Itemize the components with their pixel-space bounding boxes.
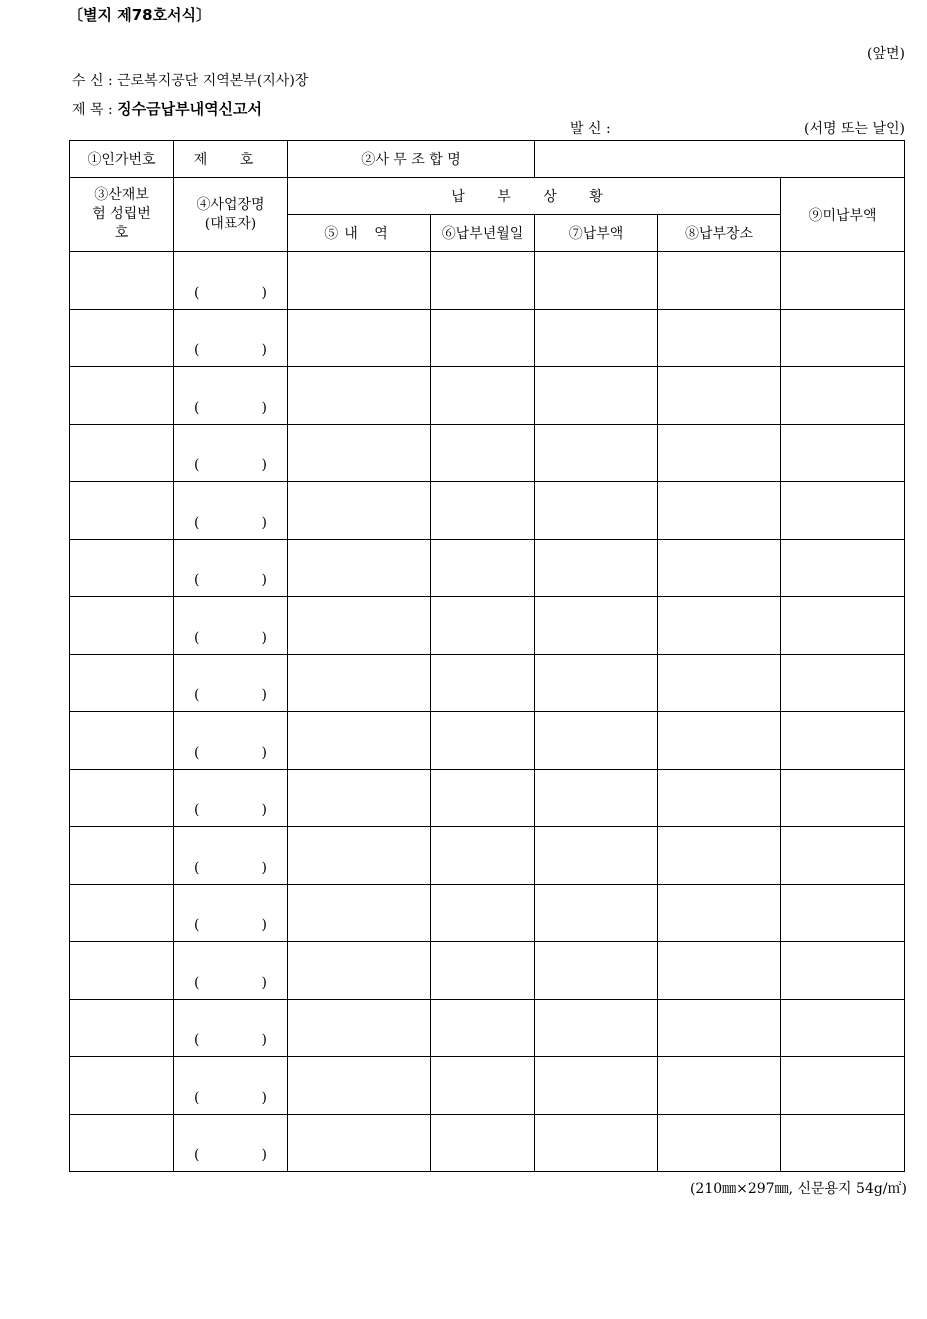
details-cell[interactable]: [288, 654, 431, 712]
pay-date-cell[interactable]: [431, 999, 535, 1057]
representative-paren: [194, 917, 267, 933]
pay-amount-cell[interactable]: [535, 712, 658, 770]
details-cell[interactable]: [288, 712, 431, 770]
paren-open: (: [194, 457, 200, 473]
paren-open: (: [194, 917, 200, 933]
table-row: [70, 482, 905, 540]
table-row: [70, 309, 905, 367]
pay-amount-cell[interactable]: [535, 424, 658, 482]
table-row: [70, 999, 905, 1057]
insurance-no-cell[interactable]: [70, 769, 174, 827]
insurance-no-header: ③산재보험 성립번호: [70, 178, 174, 252]
workplace-cell[interactable]: [174, 252, 288, 310]
document-title: 징수금납부내역신고서: [117, 100, 263, 118]
table-row: [70, 1057, 905, 1115]
details-cell[interactable]: [288, 769, 431, 827]
insurance-no-cell[interactable]: [70, 539, 174, 597]
representative-paren: [194, 342, 267, 358]
paren-open: (: [194, 744, 200, 761]
insurance-no-cell[interactable]: [70, 424, 174, 482]
pay-place-cell[interactable]: [658, 654, 781, 712]
paren-close: ): [261, 744, 267, 761]
details-cell[interactable]: [288, 1114, 431, 1172]
form-number: 〔별지 제78호서식〕: [68, 6, 212, 24]
representative-paren: [194, 860, 267, 876]
pay-place-cell[interactable]: [658, 942, 781, 1000]
paren-open: (: [194, 802, 200, 818]
paren-close: ): [261, 917, 267, 933]
table-row: [70, 769, 905, 827]
pay-amount-cell[interactable]: [535, 654, 658, 712]
paren-open: (: [194, 974, 200, 991]
sign-note: (서명 또는 날인): [804, 121, 905, 137]
unpaid-amount-cell[interactable]: [781, 827, 905, 885]
pay-place-cell[interactable]: [658, 1057, 781, 1115]
table-row: [70, 367, 905, 425]
representative-paren: [194, 457, 267, 473]
details-cell[interactable]: [288, 884, 431, 942]
unpaid-amount-cell[interactable]: [781, 1114, 905, 1172]
pay-date-cell[interactable]: [431, 712, 535, 770]
unpaid-amount-cell[interactable]: [781, 252, 905, 310]
representative-paren: [194, 687, 267, 703]
unpaid-amount-cell[interactable]: [781, 1057, 905, 1115]
pay-place-cell[interactable]: [658, 482, 781, 540]
pay-amount-cell[interactable]: [535, 252, 658, 310]
pay-amount-header: ⑦납부액: [535, 215, 658, 252]
paren-open: (: [194, 629, 200, 646]
table-row: [70, 942, 905, 1000]
representative-paren: [194, 515, 267, 531]
insurance-no-cell[interactable]: [70, 367, 174, 425]
details-header: ⑤내 역: [288, 215, 431, 252]
pay-place-cell[interactable]: [658, 367, 781, 425]
paren-close: ): [261, 284, 267, 301]
details-cell[interactable]: [288, 309, 431, 367]
representative-paren: [194, 1147, 267, 1163]
pay-place-cell[interactable]: [658, 309, 781, 367]
paren-open: (: [194, 687, 200, 703]
unpaid-amount-cell[interactable]: [781, 942, 905, 1000]
workplace-cell[interactable]: [174, 1057, 288, 1115]
paren-close: ): [261, 1032, 267, 1048]
pay-date-cell[interactable]: [431, 1057, 535, 1115]
recipient-label: 수 신 :: [72, 73, 113, 89]
representative-paren: [194, 630, 267, 646]
unpaid-amount-cell[interactable]: [781, 367, 905, 425]
union-name-field[interactable]: [535, 141, 905, 178]
pay-place-cell[interactable]: [658, 424, 781, 482]
details-cell[interactable]: [288, 942, 431, 1000]
pay-amount-cell[interactable]: [535, 309, 658, 367]
details-cell[interactable]: [288, 482, 431, 540]
workplace-cell[interactable]: [174, 942, 288, 1000]
pay-date-header: ⑥납부년월일: [431, 215, 535, 252]
representative-paren: [194, 1032, 267, 1048]
table-row: [70, 1114, 905, 1172]
pay-date-cell[interactable]: [431, 539, 535, 597]
unpaid-amount-cell[interactable]: [781, 424, 905, 482]
pay-amount-cell[interactable]: [535, 769, 658, 827]
table-row: [70, 884, 905, 942]
details-cell[interactable]: [288, 827, 431, 885]
pay-place-cell[interactable]: [658, 999, 781, 1057]
pay-date-cell[interactable]: [431, 884, 535, 942]
workplace-cell[interactable]: [174, 424, 288, 482]
representative-paren: [194, 975, 267, 991]
table-row: [70, 827, 905, 885]
workplace-cell[interactable]: [174, 769, 288, 827]
paren-open: (: [194, 342, 200, 358]
pay-place-cell[interactable]: [658, 252, 781, 310]
details-cell[interactable]: [288, 252, 431, 310]
pay-place-cell[interactable]: [658, 1114, 781, 1172]
pay-amount-cell[interactable]: [535, 597, 658, 655]
details-cell[interactable]: [288, 424, 431, 482]
table-row: [70, 654, 905, 712]
paren-open: (: [194, 514, 200, 531]
pay-amount-cell[interactable]: [535, 482, 658, 540]
workplace-cell[interactable]: [174, 884, 288, 942]
payment-status-header: 납 부 상 황: [288, 178, 781, 215]
workplace-header: ④사업장명 (대표자): [174, 178, 288, 252]
pay-date-cell[interactable]: [431, 1114, 535, 1172]
permit-no-label: ①인가번호: [70, 141, 174, 178]
representative-paren: [194, 745, 267, 761]
details-cell[interactable]: [288, 597, 431, 655]
paper-spec: (210㎜×297㎜, 신문용지 54g/㎡): [689, 1181, 907, 1197]
sender-label: 발 신 :: [570, 121, 611, 137]
table-row: [70, 252, 905, 310]
paren-open: (: [194, 1089, 200, 1106]
insurance-no-cell[interactable]: [70, 999, 174, 1057]
insurance-no-cell[interactable]: [70, 827, 174, 885]
paren-close: ): [261, 1147, 267, 1163]
representative-paren: [194, 1090, 267, 1106]
pay-date-cell[interactable]: [431, 827, 535, 885]
table-row: [70, 597, 905, 655]
pay-place-cell[interactable]: [658, 769, 781, 827]
pay-amount-cell[interactable]: [535, 999, 658, 1057]
pay-place-cell[interactable]: [658, 712, 781, 770]
details-cell[interactable]: [288, 539, 431, 597]
insurance-no-cell[interactable]: [70, 884, 174, 942]
payment-report-table: [69, 140, 905, 1172]
paren-close: ): [261, 629, 267, 646]
workplace-cell[interactable]: [174, 367, 288, 425]
insurance-no-cell[interactable]: [70, 942, 174, 1000]
unpaid-amount-cell[interactable]: [781, 999, 905, 1057]
table-row: [70, 712, 905, 770]
unpaid-amount-cell[interactable]: [781, 539, 905, 597]
insurance-no-cell[interactable]: [70, 654, 174, 712]
details-cell[interactable]: [288, 1057, 431, 1115]
paren-open: (: [194, 859, 200, 876]
pay-amount-cell[interactable]: [535, 942, 658, 1000]
pay-amount-cell[interactable]: [535, 1114, 658, 1172]
insurance-no-cell[interactable]: [70, 712, 174, 770]
insurance-no-cell[interactable]: [70, 1057, 174, 1115]
pay-amount-cell[interactable]: [535, 539, 658, 597]
workplace-cell[interactable]: [174, 654, 288, 712]
paren-close: ): [261, 859, 267, 876]
title-label: 제 목 :: [72, 102, 113, 118]
paren-open: (: [194, 284, 200, 301]
insurance-no-cell[interactable]: [70, 1114, 174, 1172]
workplace-cell[interactable]: [174, 827, 288, 885]
workplace-cell[interactable]: [174, 999, 288, 1057]
representative-paren: [194, 400, 267, 416]
unpaid-amount-cell[interactable]: [781, 309, 905, 367]
pay-date-cell[interactable]: [431, 309, 535, 367]
details-cell[interactable]: [288, 367, 431, 425]
permit-no-field[interactable]: 제 호: [174, 141, 288, 178]
pay-amount-cell[interactable]: [535, 1057, 658, 1115]
workplace-cell[interactable]: [174, 1114, 288, 1172]
pay-date-cell[interactable]: [431, 597, 535, 655]
paren-close: ): [261, 514, 267, 531]
paren-close: ): [261, 572, 267, 588]
title-line: [72, 98, 262, 119]
unpaid-amount-cell[interactable]: [781, 769, 905, 827]
unpaid-amount-cell[interactable]: [781, 482, 905, 540]
pay-place-cell[interactable]: [658, 597, 781, 655]
paren-close: ): [261, 1089, 267, 1106]
representative-paren: [194, 572, 267, 588]
paren-close: ): [261, 802, 267, 818]
insurance-no-cell[interactable]: [70, 597, 174, 655]
insurance-no-cell[interactable]: [70, 252, 174, 310]
representative-paren: [194, 802, 267, 818]
paren-open: (: [194, 1032, 200, 1048]
workplace-cell[interactable]: [174, 539, 288, 597]
pay-date-cell[interactable]: [431, 482, 535, 540]
paren-close: ): [261, 399, 267, 416]
workplace-cell[interactable]: [174, 309, 288, 367]
representative-paren: [194, 285, 267, 301]
pay-amount-cell[interactable]: [535, 367, 658, 425]
unpaid-amount-cell[interactable]: [781, 597, 905, 655]
pay-place-cell[interactable]: [658, 539, 781, 597]
pay-date-cell[interactable]: [431, 942, 535, 1000]
table-row: [70, 424, 905, 482]
pay-amount-cell[interactable]: [535, 884, 658, 942]
pay-date-cell[interactable]: [431, 424, 535, 482]
pay-date-cell[interactable]: [431, 252, 535, 310]
paren-open: (: [194, 572, 200, 588]
workplace-cell[interactable]: [174, 597, 288, 655]
unpaid-amount-cell[interactable]: [781, 654, 905, 712]
paren-close: ): [261, 974, 267, 991]
insurance-no-cell[interactable]: [70, 309, 174, 367]
insurance-no-cell[interactable]: [70, 482, 174, 540]
unpaid-amount-cell[interactable]: [781, 884, 905, 942]
pay-date-cell[interactable]: [431, 654, 535, 712]
paren-close: ): [261, 457, 267, 473]
unpaid-amount-cell[interactable]: [781, 712, 905, 770]
pay-place-cell[interactable]: [658, 827, 781, 885]
recipient-value: 근로복지공단 지역본부(지사)장: [117, 73, 309, 89]
paren-open: (: [194, 399, 200, 416]
details-cell[interactable]: [288, 999, 431, 1057]
workplace-cell[interactable]: [174, 482, 288, 540]
union-name-label: ②사 무 조 합 명: [288, 141, 535, 178]
table-row: [70, 539, 905, 597]
paren-close: ): [261, 342, 267, 358]
pay-place-cell[interactable]: [658, 884, 781, 942]
unpaid-amount-header: ⑨미납부액: [781, 178, 905, 252]
paren-close: ): [261, 687, 267, 703]
paren-open: (: [194, 1147, 200, 1163]
pay-date-cell[interactable]: [431, 367, 535, 425]
recipient-line: [72, 70, 308, 90]
pay-place-header: ⑧납부장소: [658, 215, 781, 252]
pay-date-cell[interactable]: [431, 769, 535, 827]
page-side-label: (앞면): [867, 46, 905, 62]
pay-amount-cell[interactable]: [535, 827, 658, 885]
workplace-cell[interactable]: [174, 712, 288, 770]
